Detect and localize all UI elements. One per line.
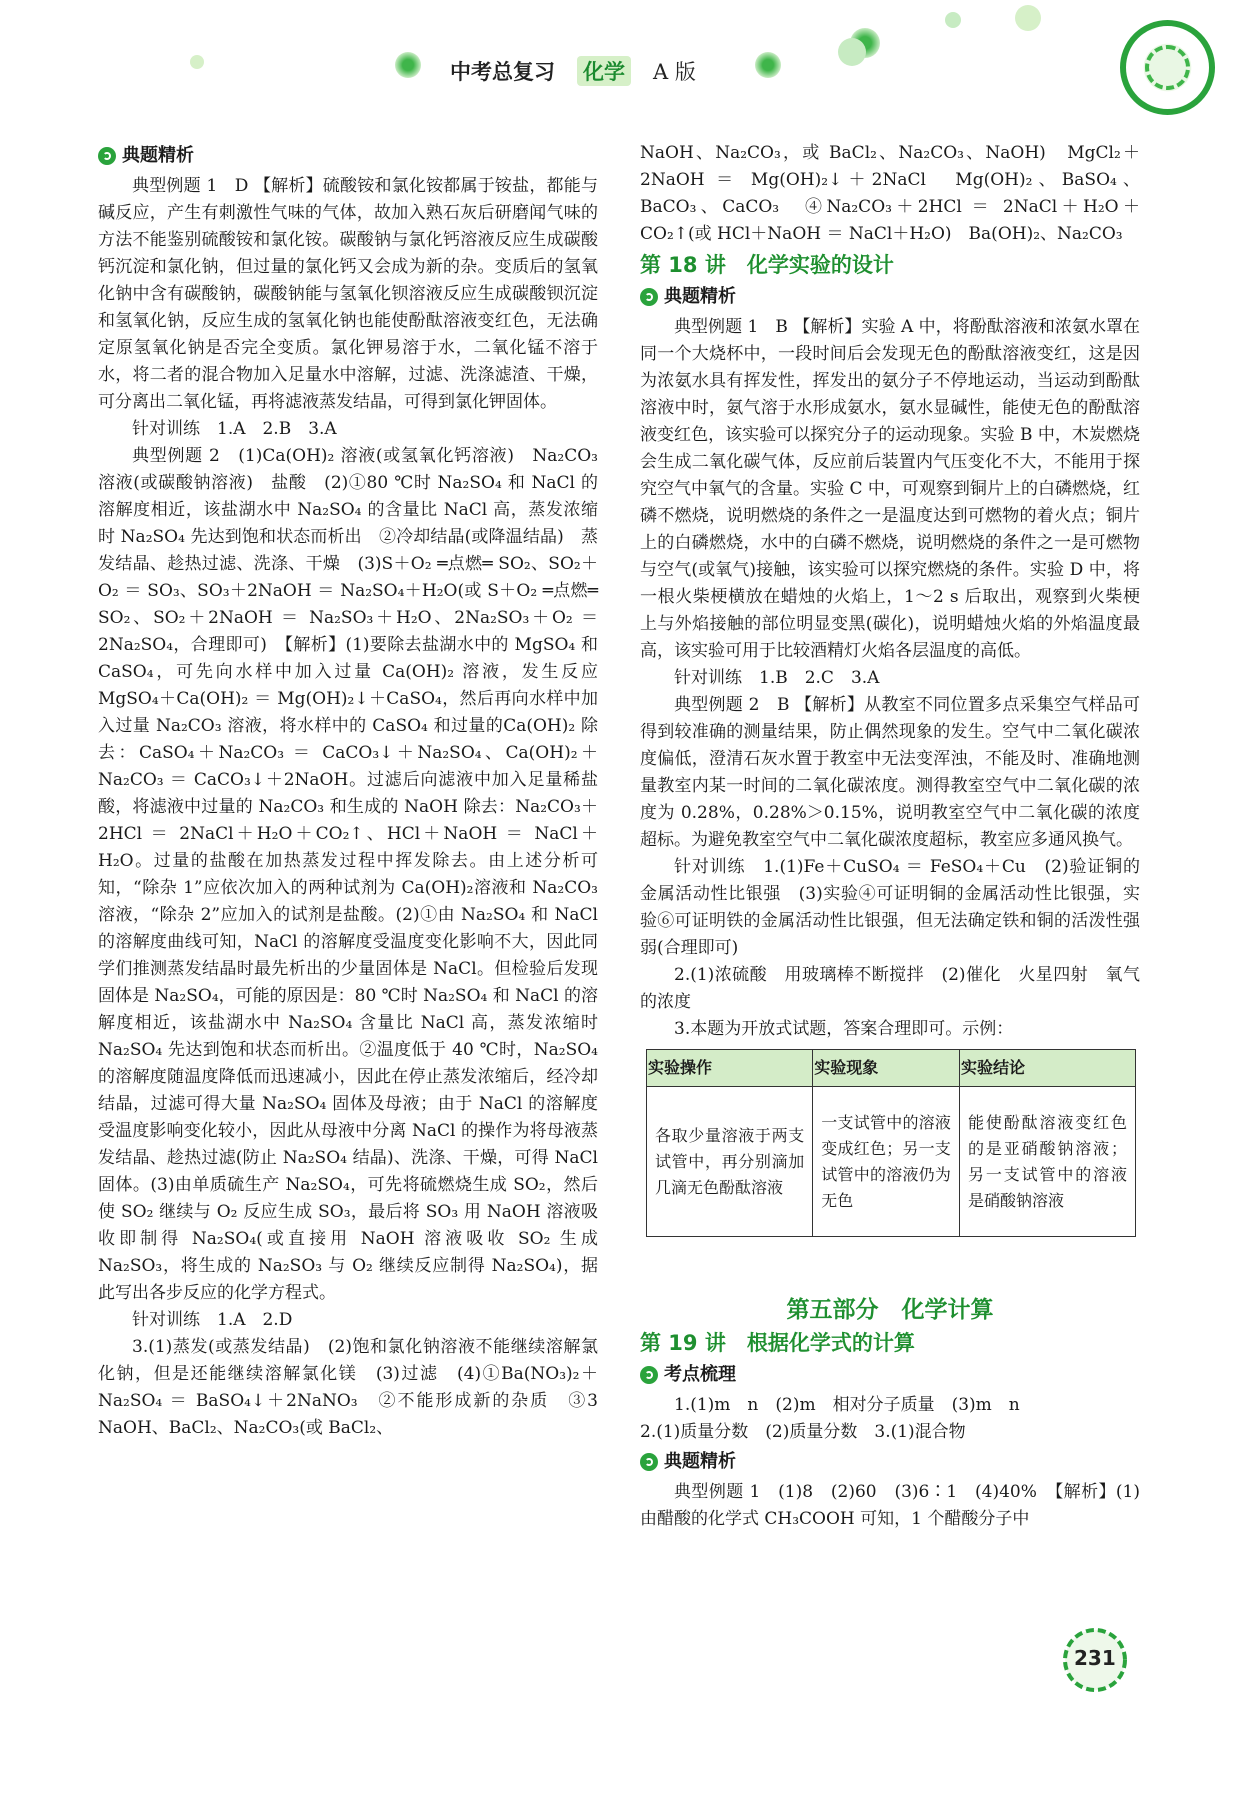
table-cell-operation: 各取少量溶液于两支试管中，再分别滴加几滴无色酚酞溶液	[647, 1087, 813, 1237]
section-heading	[640, 1361, 1140, 1388]
paragraph: NaOH、Na₂CO₃，或 BaCl₂、Na₂CO₃、NaOH) MgCl₂＋2NaOH ＝ Mg(OH)₂↓＋2NaCl Mg(OH)₂、BaSO₄、BaCO₃、CaCO₃ ④Na₂CO₃＋2HCl ＝ 2NaCl＋H₂O＋CO₂↑(或 HCl＋NaOH ＝ NaCl＋H₂O) Ba(OH)₂、Na₂CO₃	[640, 143, 1140, 244]
section-title: 考点梳理	[664, 1364, 736, 1385]
section-icon	[98, 147, 116, 165]
deco-circle	[190, 55, 204, 69]
section-heading	[98, 142, 598, 169]
table-header-phenomenon: 实验现象	[813, 1050, 960, 1087]
section-heading	[640, 1448, 1140, 1475]
book-title: 中考总复习	[450, 60, 555, 84]
answer-line: 针对训练 1.B 2.C 3.A	[674, 668, 880, 688]
left-column	[98, 140, 615, 1442]
header-text	[450, 56, 696, 86]
edition-label: A 版	[653, 60, 696, 84]
lecture-title: 第 19 讲 根据化学式的计算	[640, 1331, 915, 1355]
section-title: 典题精析	[664, 1451, 736, 1472]
paragraph: 针对训练 1.(1)Fe＋CuSO₄ ＝ FeSO₄＋Cu (2)验证铜的金属活动性比银强 (3)实验④可证明铜的金属活动性比银强，实验⑥可证明铁的金属活动性比银强，但无法确定铁和铜的活泼性强弱(合理即可)	[640, 857, 1140, 958]
table-header-conclusion: 实验结论	[959, 1050, 1135, 1087]
section-icon	[640, 1366, 658, 1384]
deco-circle	[755, 52, 781, 78]
deco-circle	[1145, 45, 1190, 90]
right-column	[640, 140, 1140, 1533]
section-icon	[640, 1453, 658, 1471]
section-title: 典题精析	[664, 286, 736, 307]
deco-circle	[1015, 5, 1041, 31]
section-title: 典题精析	[122, 145, 194, 166]
paragraph: 3.本题为开放式试题，答案合理即可。示例：	[674, 1019, 1014, 1039]
table-header-operation: 实验操作	[647, 1050, 813, 1087]
page-number-text: 231	[1074, 1646, 1116, 1670]
table-cell-phenomenon: 一支试管中的溶液变成红色；另一支试管中的溶液仍为无色	[813, 1087, 960, 1237]
table-cell-conclusion: 能使酚酞溶液变红色的是亚硝酸钠溶液；另一支试管中的溶液是硝酸钠溶液	[959, 1087, 1135, 1237]
answer-line: 针对训练 1.A 2.B 3.A	[132, 419, 337, 439]
lecture-title: 第 18 讲 化学实验的设计	[640, 253, 894, 277]
paragraph: 2.(1)浓硫酸 用玻璃棒不断搅拌 (2)催化 火星四射 氧气的浓度	[640, 965, 1140, 1012]
answer-line: 2.(1)质量分数 (2)质量分数 3.(1)混合物	[640, 1422, 966, 1442]
page-header	[0, 0, 1250, 110]
page-number	[1060, 1625, 1130, 1695]
part-title: 第五部分 化学计算	[786, 1297, 994, 1323]
paragraph: 典型例题 1 D 【解析】硫酸铵和氯化铵都属于铵盐，都能与碱反应，产生有刺激性气味的气体，故加入熟石灰后研磨闻气味的方法不能鉴别硫酸铵和氯化铵。碳酸钠与氯化钙溶液反应生成碳酸钙沉淀和氯化钠，但过量的氯化钙又会成为新的杂。变质后的氢氧化钠中含有碳酸钠，碳酸钠能与氢氧化钡溶液反应生成碳酸钡沉淀和氢氧化钠，反应生成的氢氧化钠也能使酚酞溶液变红色，无法确定原氢氧化钠是否完全变质。氯化钾易溶于水，二氧化锰不溶于水，将二者的混合物加入足量水中溶解，过滤、洗涤滤渣、干燥，可分离出二氧化锰，再将滤液蒸发结晶，可得到氯化钾固体。	[98, 176, 598, 412]
paragraph: 典型例题 2 (1)Ca(OH)₂ 溶液(或氢氧化钙溶液) Na₂CO₃ 溶液(或碳酸钠溶液) 盐酸 (2)①80 ℃时 Na₂SO₄ 和 NaCl 的溶解度相近，该盐湖水中 Na₂SO₄ 的含量比 NaCl 高，蒸发浓缩时 Na₂SO₄ 先达到饱和状态而析出 ②冷却结晶(或降温结晶) 蒸发结晶、趁热过滤、洗涤、干燥 (3)S＋O₂ ═点燃═ SO₂、SO₂＋O₂ ＝ SO₃、SO₃＋2NaOH ＝ Na₂SO₄＋H₂O(或 S＋O₂ ═点燃═ SO₂、SO₂＋2NaOH ＝ Na₂SO₃＋H₂O、2Na₂SO₃＋O₂ ＝ 2Na₂SO₄，合理即可) 【解析】(1)要除去盐湖水中的 MgSO₄ 和 CaSO₄，可先向水样中加入过量 Ca(OH)₂ 溶液，发生反应 MgSO₄＋Ca(OH)₂ ＝ Mg(OH)₂↓＋CaSO₄，然后再向水样中加入过量 Na₂CO₃ 溶液，将水样中的 CaSO₄ 和过量的Ca(OH)₂ 除去：CaSO₄＋Na₂CO₃ ＝ CaCO₃↓＋Na₂SO₄、Ca(OH)₂＋Na₂CO₃ ＝ CaCO₃↓＋2NaOH。过滤后向滤液中加入足量稀盐酸，将滤液中过量的 Na₂CO₃ 和生成的 NaOH 除去：Na₂CO₃＋2HCl ＝ 2NaCl＋H₂O＋CO₂↑、HCl＋NaOH ＝ NaCl＋H₂O。过量的盐酸在加热蒸发过程中挥发除去。由上述分析可知，“除杂 1”应依次加入的两种试剂为 Ca(OH)₂溶液和 Na₂CO₃ 溶液，“除杂 2”应加入的试剂是盐酸。(2)①由 Na₂SO₄ 和 NaCl 的溶解度曲线可知，NaCl 的溶解度受温度变化影响不大，因此同学们推测蒸发结晶时最先析出的少量固体是 NaCl。但检验后发现固体是 Na₂SO₄，可能的原因是：80 ℃时 Na₂SO₄ 和 NaCl 的溶解度相近，该盐湖水中 Na₂SO₄ 含量比 NaCl 高，蒸发浓缩时 Na₂SO₄ 先达到饱和状态而析出。②温度低于 40 ℃时，Na₂SO₄ 的溶解度随温度降低而迅速减小，因此在停止蒸发浓缩后，经冷却结晶，过滤可得大量 Na₂SO₄ 固体及母液；由于 NaCl 的溶解度受温度影响变化较小，因此从母液中分离 NaCl 的操作为将母液蒸发结晶、趁热过滤(防止 Na₂SO₄ 结晶)、洗涤、干燥，可得 NaCl 固体。(3)由单质硫生产 Na₂SO₄，可先将硫燃烧生成 SO₂，然后使 SO₂ 继续与 O₂ 反应生成 SO₃，最后将 SO₃ 用 NaOH 溶液吸收即制得 Na₂SO₄(或直接用 NaOH 溶液吸收 SO₂ 生成 Na₂SO₃，将生成的 Na₂SO₃ 与 O₂ 继续反应制得 Na₂SO₄)，据此写出各步反应的化学方程式。	[98, 446, 598, 1303]
section-icon	[640, 288, 658, 306]
paragraph: 典型例题 1 B 【解析】实验 A 中，将酚酞溶液和浓氨水罩在同一个大烧杯中，一段时间后会发现无色的酚酞溶液变红，这是因为浓氨水具有挥发性，挥发出的氨分子不停地运动，当运动到酚酞溶液中时，氨气溶于水形成氨水，氨水显碱性，能使无色的酚酞溶液变红色，该实验可以探究分子的运动现象。实验 B 中，木炭燃烧会生成二氧化碳气体，反应前后装置内气压变化不大，不能用于探究空气中氧气的含量。实验 C 中，可观察到铜片上的白磷燃烧，红磷不燃烧，说明燃烧的条件之一是温度达到可燃物的着火点；铜片上的白磷燃烧，水中的白磷不燃烧，说明燃烧的条件之一是可燃物与空气(或氧气)接触，该实验可以探究燃烧的条件。实验 D 中，将一根火柴梗横放在蜡烛的火焰上，1～2 s 后取出，观察到火柴梗上与外焰接触的部位明显变黑(碳化)，说明蜡烛火焰的外焰温度最高，该实验可用于比较酒精灯火焰各层温度的高低。	[640, 317, 1140, 661]
subject-label: 化学	[577, 56, 631, 86]
paragraph: 典型例题 2 B 【解析】从教室不同位置多点采集空气样品可得到较准确的测量结果，防止偶然现象的发生。空气中二氧化碳浓度偏低，澄清石灰水置于教室中无法变浑浊，不能及时、准确地测量教室内某一时间的二氧化碳浓度。测得教室空气中二氧化碳的浓度为 0.28%，0.28%＞0.15%，说明教室空气中二氧化碳的浓度超标。为避免教室空气中二氧化碳浓度超标，教室应多通风换气。	[640, 695, 1140, 850]
paragraph: 3.(1)蒸发(或蒸发结晶) (2)饱和氯化钠溶液不能继续溶解氯化钠，但是还能继续溶解氯化镁 (3)过滤 (4)①Ba(NO₃)₂＋Na₂SO₄ ＝ BaSO₄↓＋2NaNO₃ ②不能形成新的杂质 ③3 NaOH、BaCl₂、Na₂CO₃(或 BaCl₂、	[98, 1337, 615, 1438]
paragraph: 典型例题 1 (1)8 (2)60 (3)6∶1 (4)40% 【解析】(1)由醋酸的化学式 CH₃COOH 可知，1 个醋酸分子中	[640, 1482, 1140, 1529]
deco-circle	[838, 38, 866, 66]
answer-line: 针对训练 1.A 2.D	[132, 1310, 293, 1330]
section-heading	[640, 283, 1140, 310]
answer-line: 1.(1)m n (2)m 相对分子质量 (3)m n	[674, 1395, 1020, 1415]
deco-circle	[945, 12, 961, 28]
deco-circle	[395, 52, 421, 78]
experiment-table	[646, 1049, 1136, 1237]
